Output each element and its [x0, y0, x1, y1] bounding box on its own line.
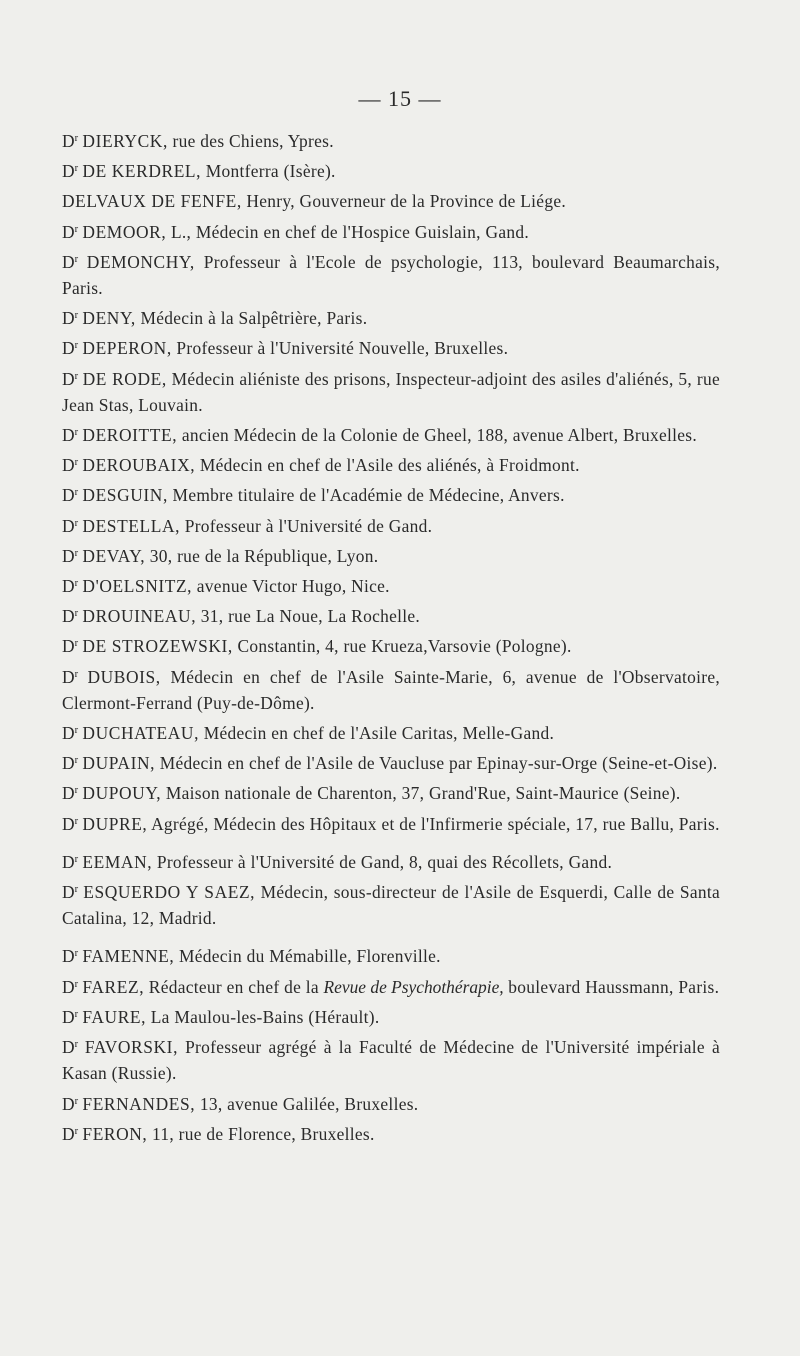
title-abbrev: $D^r$ — [62, 308, 79, 329]
list-item — [62, 633, 720, 659]
member-name: FAVORSKI, — [84, 1037, 179, 1058]
list-item — [62, 573, 720, 599]
member-details: 11, rue de Florence, Bruxelles. — [147, 1123, 375, 1144]
list-item — [62, 750, 720, 776]
title-abbrev: $D^r$ — [62, 161, 79, 182]
title-abbrev: $D^r$ — [62, 813, 79, 834]
list-item — [62, 305, 720, 331]
list-item — [62, 452, 720, 478]
list-item — [62, 158, 720, 184]
member-name: EEMAN, — [82, 851, 153, 872]
title-abbrev: $D^r$ — [62, 1037, 79, 1058]
list-item — [62, 603, 720, 629]
member-name: FERON, — [82, 1123, 148, 1144]
member-details: La Maulou-les-Bains (Hérault). — [146, 1006, 380, 1027]
title-abbrev: $D^r$ — [62, 1006, 79, 1027]
list-item — [62, 879, 720, 931]
member-details: 30, rue de la République, Lyon. — [145, 545, 379, 566]
page-number: — 15 — — [358, 86, 442, 111]
member-details: Médecin en chef de l'Asile de Vaucluse par Epinay-sur-Orge (Seine-et-Oise). — [155, 753, 718, 774]
member-details: Membre titulaire de l'Académie de Médecine, Anvers. — [167, 485, 565, 506]
title-abbrev: $D^r$ — [62, 221, 79, 242]
member-details: Médecin à la Salpêtrière, Paris. — [135, 308, 368, 329]
member-name: FAREZ, — [82, 976, 145, 997]
member-name: D'OELSNITZ, — [82, 576, 193, 597]
member-details: 13, avenue Galilée, Bruxelles. — [195, 1093, 419, 1114]
title-abbrev: $D^r$ — [62, 368, 79, 389]
member-name: DEROUBAIX, — [82, 455, 196, 476]
list-item — [62, 249, 720, 301]
list-item — [62, 366, 720, 418]
member-name: DE KERDREL, — [82, 161, 202, 182]
title-abbrev: $D^r$ — [62, 545, 79, 566]
title-abbrev: $D^r$ — [62, 131, 79, 151]
list-item — [62, 513, 720, 539]
list-item — [62, 664, 720, 716]
member-details: Professeur à l'Université de Gand, 8, quai des Récollets, Gand. — [152, 851, 613, 872]
title-abbrev: $D^r$ — [62, 576, 79, 597]
member-name: DEVAY, — [82, 545, 146, 566]
member-details: Médecin du Mémabille, Florenville. — [174, 946, 441, 967]
title-abbrev: $D^r$ — [62, 1123, 79, 1144]
list-item — [62, 780, 720, 806]
member-name: DENY, — [82, 308, 136, 329]
title-abbrev: $D^r$ — [62, 606, 79, 627]
title-abbrev: $D^r$ — [62, 723, 79, 744]
member-details-cont: boulevard Haussmann, Paris. — [503, 976, 720, 997]
member-name: DEMOOR, — [82, 221, 167, 242]
list-item — [62, 335, 720, 361]
member-details: Montferra (Isère). — [201, 161, 336, 182]
list-item — [62, 974, 720, 1000]
member-details: Agrégé, Médecin des Hôpitaux et de l'Infirmerie spéciale, 17, rue Ballu, Paris. — [147, 813, 720, 834]
member-details: rue des Chiens, Ypres. — [167, 131, 334, 151]
member-name: DUPRE, — [82, 813, 148, 834]
title-abbrev: $D^r$ — [62, 455, 79, 476]
member-name: FERNANDES, — [82, 1093, 196, 1114]
list-item — [62, 219, 720, 245]
member-name: DE STROZEWSKI, — [82, 636, 233, 657]
list-item — [62, 1091, 720, 1117]
member-name: DUPAIN, — [82, 753, 156, 774]
list-item — [62, 943, 720, 969]
list-item — [62, 1004, 720, 1030]
member-details: Médecin en chef de l'Asile des aliénés, à Froidmont. — [195, 455, 580, 476]
title-abbrev: $D^r$ — [62, 425, 79, 446]
member-details: Professeur à l'Université Nouvelle, Bruxelles. — [171, 338, 509, 359]
title-abbrev: $D^r$ — [62, 636, 79, 657]
member-name: ESQUERDO Y SAEZ, — [83, 882, 256, 903]
member-details: Henry, Gouverneur de la Province de Liége. — [241, 191, 566, 212]
list-item — [62, 482, 720, 508]
member-name: FAMENNE, — [82, 946, 175, 967]
member-details: L., Médecin en chef de l'Hospice Guislain, Gand. — [166, 221, 529, 242]
member-details: Rédacteur en chef de la — [144, 976, 324, 997]
title-abbrev: $D^r$ — [62, 882, 79, 903]
title-abbrev: $D^r$ — [62, 976, 79, 997]
member-details: Médecin, sous-directeur de l'Asile de Esquerdi, Calle de Santa Catalina, 12, Madrid. — [62, 882, 720, 929]
member-name: DUCHATEAU, — [82, 723, 200, 744]
member-name: DESTELLA, — [82, 515, 181, 536]
title-abbrev: $D^r$ — [62, 666, 79, 687]
member-name: DUPOUY, — [82, 783, 162, 804]
list-item — [62, 849, 720, 875]
title-abbrev: $D^r$ — [62, 251, 79, 272]
member-details: Maison nationale de Charenton, 37, Grand'Rue, Saint-Maurice (Seine). — [161, 783, 681, 804]
title-abbrev: $D^r$ — [62, 338, 79, 359]
member-details: 31, rue La Noue, La Rochelle. — [196, 606, 421, 627]
list-item — [62, 422, 720, 448]
list-item — [62, 811, 720, 837]
title-abbrev: $D^r$ — [62, 851, 79, 872]
member-name: DEPERON, — [82, 338, 172, 359]
title-abbrev: $D^r$ — [62, 783, 79, 804]
member-name: DEROITTE, — [82, 425, 178, 446]
title-abbrev: $D^r$ — [62, 753, 79, 774]
member-details: Médecin en chef de l'Asile Sainte-Marie, 6, avenue de l'Observatoire, Clermont-Ferrand (Puy-de-Dôme). — [62, 666, 720, 713]
list-item — [62, 128, 720, 154]
member-details: Professeur à l'Université de Gand. — [180, 515, 433, 536]
title-abbrev: $D^r$ — [62, 1093, 79, 1114]
list-item — [62, 543, 720, 569]
member-name: DROUINEAU, — [82, 606, 197, 627]
journal-title: Revue de Psychothérapie, — [323, 976, 504, 997]
member-details: Médecin en chef de l'Asile Caritas, Melle-Gand. — [199, 723, 555, 744]
member-details: Professeur agrégé à la Faculté de Médecine de l'Université impériale à Kasan (Russie). — [62, 1037, 720, 1084]
member-name: DE RODE, — [82, 368, 167, 389]
list-item — [62, 720, 720, 746]
member-details: Constantin, 4, rue Krueza,Varsovie (Pologne). — [232, 636, 572, 657]
list-item — [62, 1121, 720, 1147]
title-abbrev: $D^r$ — [62, 515, 79, 536]
member-details: avenue Victor Hugo, Nice. — [192, 576, 390, 597]
member-name: DUBOIS, — [87, 666, 161, 687]
member-name: DELVAUX DE FENFE, — [62, 191, 242, 212]
list-item — [62, 1034, 720, 1086]
member-details: ancien Médecin de la Colonie de Gheel, 188, avenue Albert, Bruxelles. — [177, 425, 698, 446]
title-abbrev: $D^r$ — [62, 485, 79, 506]
member-name: DIERYCK, — [82, 131, 168, 151]
member-name: FAURE, — [82, 1006, 147, 1027]
member-details: Médecin aliéniste des prisons, Inspecteur-adjoint des asiles d'aliénés, 5, rue Jean Stas, Louvain. — [62, 368, 720, 415]
list-item — [62, 188, 720, 214]
member-details: Professeur à l'Ecole de psychologie, 113, boulevard Beaumarchais, Paris. — [62, 251, 720, 299]
member-name: DESGUIN, — [82, 485, 168, 506]
member-name: DEMONCHY, — [86, 251, 195, 272]
title-abbrev: $D^r$ — [62, 946, 79, 967]
member-list — [62, 128, 720, 1151]
